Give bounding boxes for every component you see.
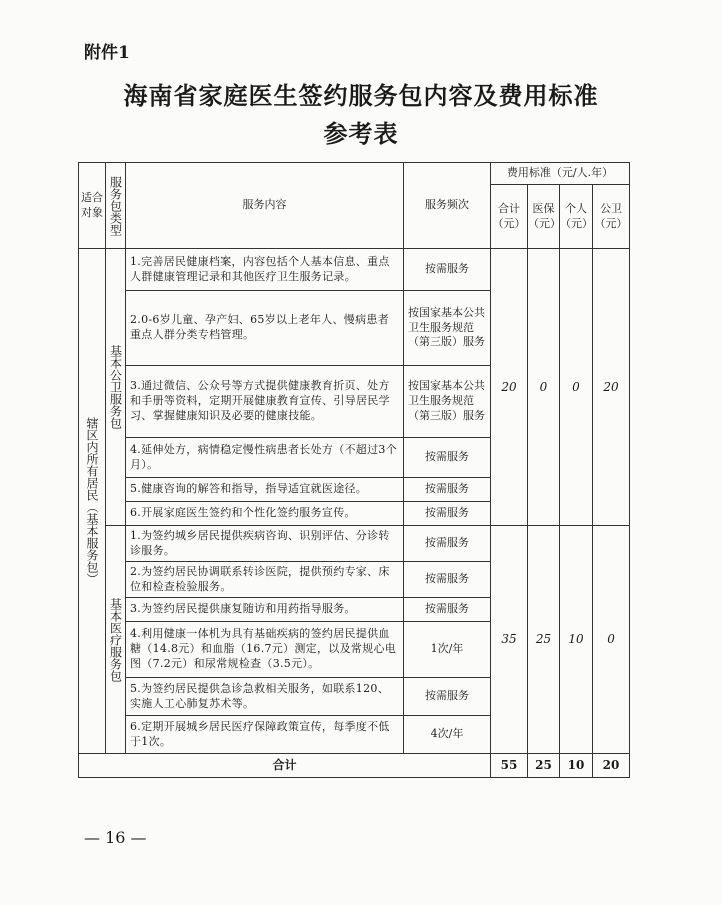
fee-public-health: 20 (593, 249, 630, 526)
service-content: 6.开展家庭医生签约和个性化签约服务宣传。 (126, 502, 404, 526)
header-total: 合计（元） (491, 185, 528, 249)
service-content: 6.定期开展城乡居民医疗保障政策宣传，每季度不低于1次。 (126, 716, 404, 754)
service-content: 1.为签约城乡居民提供疾病咨询、识别评估、分诊转诊服务。 (126, 526, 404, 562)
service-frequency: 按需服务 (404, 562, 491, 598)
header-target: 适合对象 (79, 163, 106, 249)
fee-personal: 10 (560, 526, 593, 754)
fee-personal: 0 (560, 249, 593, 526)
fee-insurance: 0 (528, 249, 560, 526)
service-frequency: 按需服务 (404, 678, 491, 716)
attachment-label: 附件1 (84, 43, 130, 63)
header-package-type: 服务包类型 (106, 163, 126, 249)
service-content: 4.利用健康一体机为具有基础疾病的签约居民提供血糖（14.8元）和血脂（16.7元）测定，以及常规心电图（7.2元）和尿常规检查（3.5元）。 (126, 622, 404, 678)
total-label: 合计 (79, 754, 491, 778)
package-type-public-health: 基本公卫服务包 (106, 249, 126, 526)
package-type-basic-medical: 基本医疗服务包 (106, 526, 126, 754)
header-fee-group: 费用标准（元/人.年） (491, 163, 630, 185)
total-row (79, 754, 630, 778)
fee-standard-table (78, 162, 630, 778)
service-frequency: 按需服务 (404, 598, 491, 622)
service-frequency: 按需服务 (404, 478, 491, 502)
header-frequency: 服务频次 (404, 163, 491, 249)
service-content: 3.为签约居民提供康复随访和用药指导服务。 (126, 598, 404, 622)
table-row (79, 249, 630, 291)
service-content: 2.为签约居民协调联系转诊医院，提供预约专家、床位和检查检验服务。 (126, 562, 404, 598)
header-insurance: 医保（元） (528, 185, 560, 249)
service-frequency: 按需服务 (404, 502, 491, 526)
service-content: 4.延伸处方，病情稳定慢性病患者长处方（不超过3个月）。 (126, 438, 404, 478)
page-subtitle: 参考表 (323, 119, 399, 148)
fee-insurance: 25 (528, 526, 560, 754)
header-content: 服务内容 (126, 163, 404, 249)
service-frequency: 按需服务 (404, 526, 491, 562)
target-group-cell: 辖区内所有居民（基本服务包） (79, 249, 106, 754)
service-content: 5.为签约居民提供急诊急救相关服务，如联系120、实施人工心肺复苏术等。 (126, 678, 404, 716)
page-number: — 16 — (84, 828, 147, 847)
service-frequency: 按国家基本公共卫生服务规范（第三版）服务 (404, 291, 491, 366)
total-sum: 55 (491, 754, 528, 778)
service-frequency: 按需服务 (404, 249, 491, 291)
total-insurance: 25 (528, 754, 560, 778)
service-frequency: 按国家基本公共卫生服务规范（第三版）服务 (404, 366, 491, 438)
service-content: 2.0-6岁儿童、孕产妇、65岁以上老年人、慢病患者重点人群分类专档管理。 (126, 291, 404, 366)
fee-total: 35 (491, 526, 528, 754)
total-public-health: 20 (593, 754, 630, 778)
fee-public-health: 0 (593, 526, 630, 754)
service-content: 1.完善居民健康档案，内容包括个人基本信息、重点人群健康管理记录和其他医疗卫生服务记录。 (126, 249, 404, 291)
total-personal: 10 (560, 754, 593, 778)
service-frequency: 4次/年 (404, 716, 491, 754)
table-row (79, 526, 630, 562)
header-public-health: 公卫（元） (593, 185, 630, 249)
service-content: 5.健康咨询的解答和指导，指导适宜就医途径。 (126, 478, 404, 502)
service-frequency: 按需服务 (404, 438, 491, 478)
fee-total: 20 (491, 249, 528, 526)
page-title: 海南省家庭医生签约服务包内容及费用标准 (123, 81, 599, 110)
header-row (79, 163, 630, 185)
service-content: 3.通过微信、公众号等方式提供健康教育折页、处方和手册等资料，定期开展健康教育宣传、引导居民学习、掌握健康知识及必要的健康技能。 (126, 366, 404, 438)
service-frequency: 1次/年 (404, 622, 491, 678)
header-personal: 个人（元） (560, 185, 593, 249)
